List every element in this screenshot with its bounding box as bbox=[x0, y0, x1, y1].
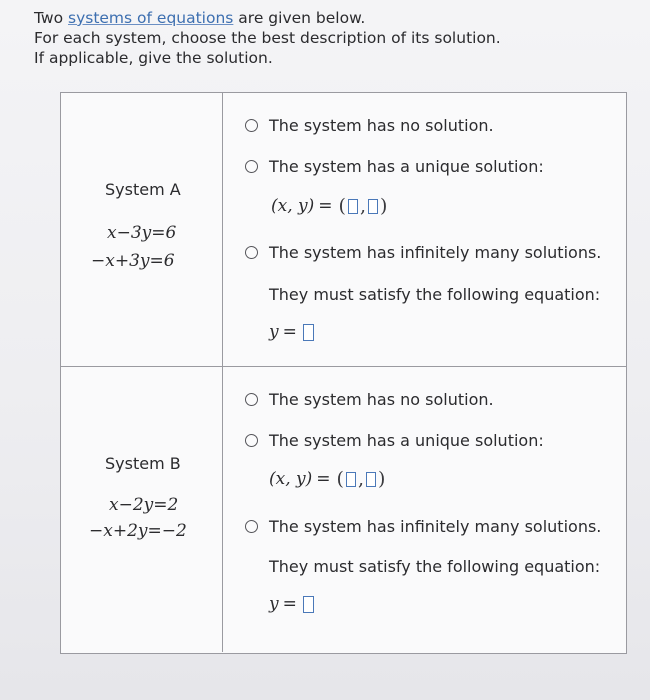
radio-button[interactable] bbox=[245, 520, 258, 533]
system-a-equation-2: −x+3y=6 bbox=[91, 251, 175, 271]
system-b-y-answer: y = bbox=[269, 594, 314, 614]
system-b-y-equation-input[interactable] bbox=[303, 596, 314, 613]
system-a-row bbox=[61, 93, 626, 367]
instructions-line-1: Two systems of equations are given below. bbox=[34, 9, 366, 27]
system-a-option-no-solution[interactable]: The system has no solution. bbox=[245, 116, 494, 135]
system-b-unique-answer: (x, y) = ( , ) bbox=[269, 468, 386, 490]
system-b-name: System B bbox=[105, 454, 181, 473]
radio-button[interactable] bbox=[245, 160, 258, 173]
system-a-y-input[interactable] bbox=[368, 199, 378, 214]
systems-of-equations-link[interactable]: systems of equations bbox=[68, 9, 234, 27]
system-a-option-unique[interactable]: The system has a unique solution: bbox=[245, 157, 544, 176]
system-a-y-equation-input[interactable] bbox=[303, 324, 314, 341]
system-b-satisfy-text: They must satisfy the following equation: bbox=[269, 557, 601, 576]
system-b-x-input[interactable] bbox=[346, 472, 356, 487]
system-b-option-unique[interactable]: The system has a unique solution: bbox=[245, 431, 544, 450]
system-b-y-input[interactable] bbox=[366, 472, 376, 487]
system-a-unique-answer: (x, y) = ( , ) bbox=[271, 195, 388, 217]
system-a-option-infinite[interactable]: The system has infinitely many solutions. bbox=[245, 243, 601, 262]
system-a-name: System A bbox=[105, 180, 181, 199]
system-a-ordered-pair: ( , ) bbox=[338, 195, 388, 217]
radio-button[interactable] bbox=[245, 393, 258, 406]
system-b-cell bbox=[61, 367, 223, 652]
system-a-cell bbox=[61, 93, 223, 366]
system-a-equation-1: x−3y=6 bbox=[107, 223, 177, 243]
instructions-line-3: If applicable, give the solution. bbox=[34, 49, 273, 67]
radio-button[interactable] bbox=[245, 434, 258, 447]
system-b-ordered-pair: ( , ) bbox=[336, 468, 386, 490]
instructions-line-2: For each system, choose the best description of its solution. bbox=[34, 29, 501, 47]
system-b-equation-1: x−2y=2 bbox=[109, 495, 179, 515]
system-b-options bbox=[223, 367, 626, 652]
system-b-option-no-solution[interactable]: The system has no solution. bbox=[245, 390, 494, 409]
instructions bbox=[34, 8, 624, 68]
system-b-row bbox=[61, 367, 626, 652]
system-a-y-answer: y = bbox=[269, 322, 314, 342]
systems-table bbox=[60, 92, 627, 654]
system-a-options bbox=[223, 93, 626, 366]
radio-button[interactable] bbox=[245, 119, 258, 132]
radio-button[interactable] bbox=[245, 246, 258, 259]
system-a-x-input[interactable] bbox=[348, 199, 358, 214]
system-a-satisfy-text: They must satisfy the following equation: bbox=[269, 285, 601, 304]
system-b-equation-2: −x+2y=−2 bbox=[89, 521, 187, 541]
system-b-option-infinite[interactable]: The system has infinitely many solutions. bbox=[245, 517, 601, 536]
